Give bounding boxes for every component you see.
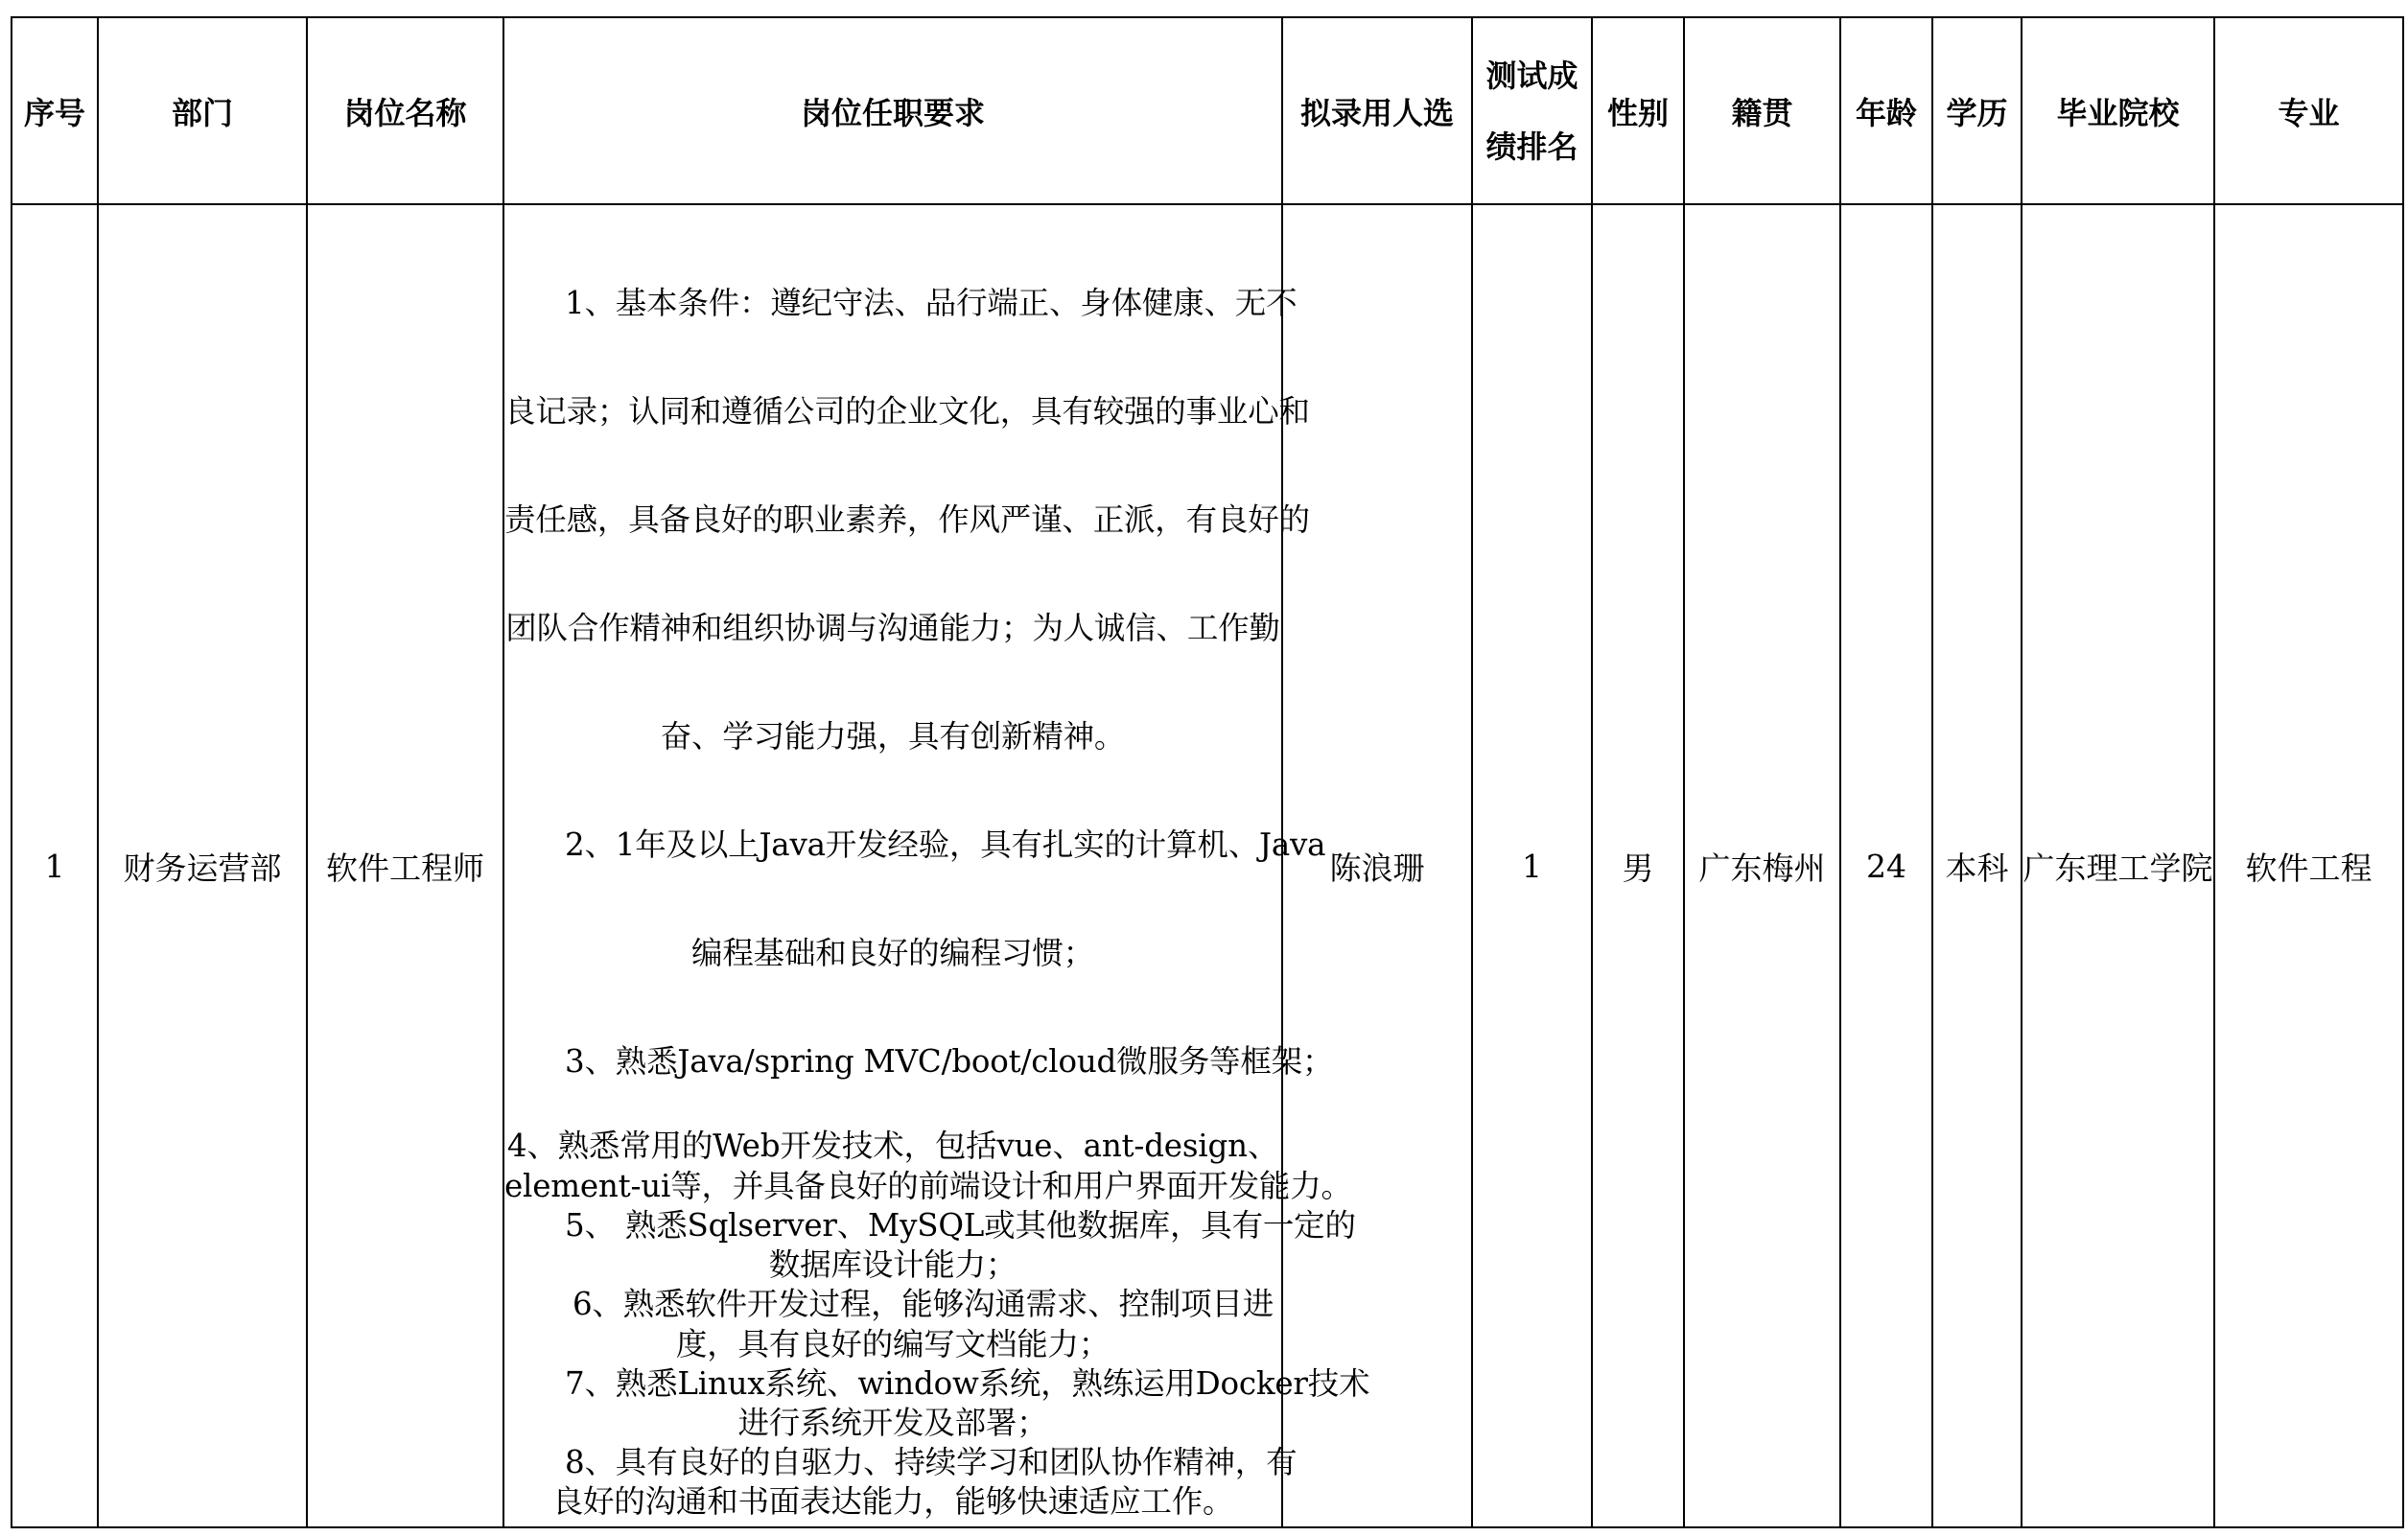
- cell-native-place: 广东梅州: [1684, 204, 1840, 1527]
- requirement-line: 2、1年及以上Java开发经验，具有扎实的计算机、Java: [565, 826, 1326, 864]
- requirement-line: 奋、学习能力强，具有创新精神。: [660, 718, 1126, 756]
- recruitment-table: [11, 16, 2404, 1528]
- requirement-line: 3、熟悉Java/spring MVC/boot/cloud微服务等框架；: [565, 1043, 1334, 1081]
- requirement-line: 编程基础和良好的编程习惯；: [691, 935, 1094, 972]
- requirement-line: 进行系统开发及部署；: [737, 1404, 1048, 1441]
- cell-age: 24: [1840, 204, 1932, 1527]
- header-test-rank-line1: 测试成: [1485, 57, 1578, 94]
- header-seq: 序号: [12, 17, 98, 204]
- header-candidate: 拟录用人选: [1282, 17, 1472, 204]
- requirement-line: 团队合作精神和组织协调与沟通能力；为人诚信、工作勤: [505, 610, 1280, 647]
- header-requirements: 岗位任职要求: [503, 17, 1282, 204]
- requirement-line: 6、熟悉软件开发过程，能够沟通需求、控制项目进: [572, 1286, 1274, 1323]
- header-test-rank: [1472, 17, 1592, 204]
- header-department: 部门: [98, 17, 307, 204]
- header-gender: 性别: [1592, 17, 1684, 204]
- cell-seq: 1: [12, 204, 98, 1527]
- header-row: [12, 17, 2403, 204]
- requirement-line: 数据库设计能力；: [768, 1246, 1017, 1284]
- requirement-line: element-ui等，并具备良好的前端设计和用户界面开发能力。: [504, 1167, 1352, 1204]
- requirement-line: 责任感，具备良好的职业素养，作风严谨、正派，有良好的: [504, 501, 1310, 539]
- requirement-line: 良记录；认同和遵循公司的企业文化，具有较强的事业心和: [504, 393, 1310, 431]
- requirement-line: 8、具有良好的自驱力、持续学习和团队协作精神，有: [565, 1444, 1298, 1481]
- cell-candidate: 陈浪珊: [1282, 204, 1472, 1527]
- cell-position: 软件工程师: [307, 204, 503, 1527]
- header-age: 年龄: [1840, 17, 1932, 204]
- requirements-lower: [504, 1127, 1370, 1522]
- requirements-upper: [504, 249, 1334, 1116]
- cell-department: 财务运营部: [98, 204, 307, 1527]
- requirement-line: 5、 熟悉Sqlserver、MySQL或其他数据库，具有一定的: [565, 1206, 1356, 1244]
- cell-requirements: [503, 204, 1370, 1527]
- requirement-line: 4、熟悉常用的Web开发技术，包括vue、ant-design、: [506, 1128, 1279, 1165]
- cell-school: 广东理工学院: [2022, 204, 2214, 1527]
- cell-test-rank: 1: [1472, 204, 1592, 1527]
- requirement-line: 7、熟悉Linux系统、window系统，熟练运用Docker技术: [565, 1364, 1370, 1402]
- cell-education: 本科: [1932, 204, 2022, 1527]
- header-major: 专业: [2214, 17, 2403, 204]
- header-school: 毕业院校: [2022, 17, 2214, 204]
- cell-major: 软件工程: [2214, 204, 2403, 1527]
- header-native-place: 籍贯: [1684, 17, 1840, 204]
- header-education: 学历: [1932, 17, 2022, 204]
- table-row: [12, 204, 2403, 1527]
- cell-gender: 男: [1592, 204, 1684, 1527]
- header-test-rank-line2: 绩排名: [1485, 128, 1578, 165]
- header-position: 岗位名称: [307, 17, 503, 204]
- requirement-line: 1、基本条件：遵纪守法、品行端正、身体健康、无不: [565, 285, 1298, 322]
- requirement-line: 良好的沟通和书面表达能力，能够快速适应工作。: [551, 1483, 1234, 1521]
- requirement-line: 度，具有良好的编写文档能力；: [675, 1325, 1110, 1362]
